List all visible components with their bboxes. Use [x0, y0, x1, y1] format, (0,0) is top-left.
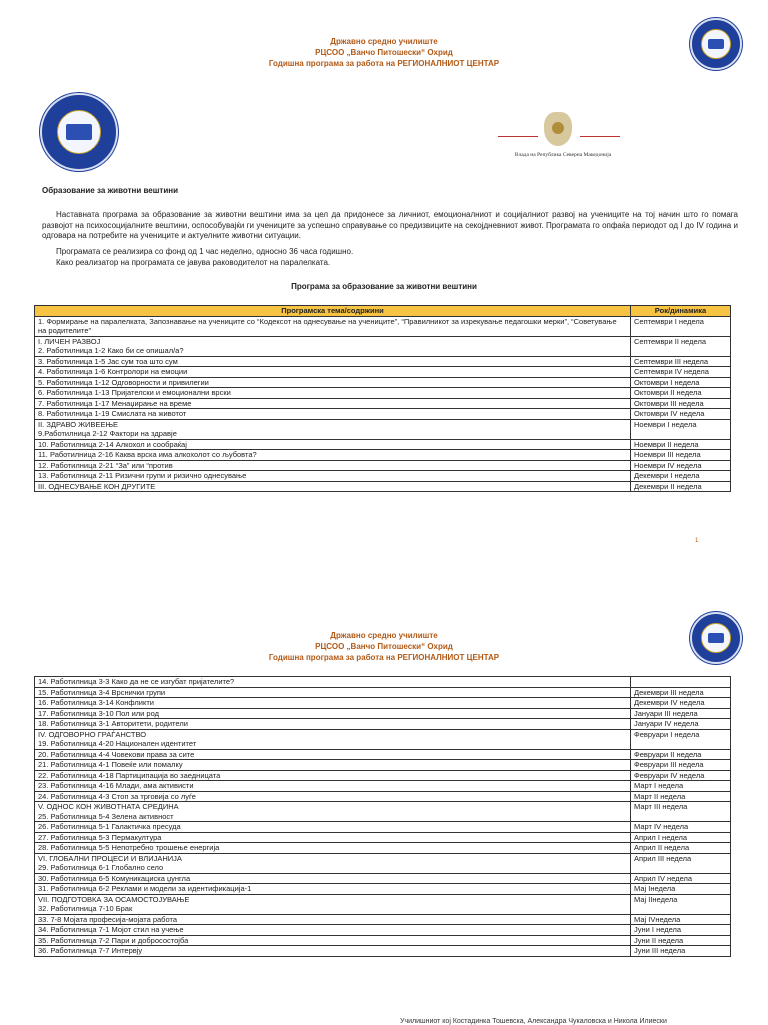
- government-caption: Влада на Република Северна Македонија: [514, 152, 612, 158]
- deadline-cell: Февруари I недела: [631, 729, 731, 749]
- table-row: [35, 356, 731, 367]
- topic-cell: 16. Работилница 3-14 Конфликти: [35, 698, 631, 709]
- table-row: [35, 791, 731, 802]
- table-row: [35, 450, 731, 461]
- deadline-cell: Јуни II недела: [631, 935, 731, 946]
- deadline-cell: Март III недела: [631, 802, 731, 822]
- topic-cell: I. ЛИЧЕН РАЗВОЈ 2. Работилница 1-2 Како би се опишал/а?: [35, 336, 631, 356]
- table-row: [35, 460, 731, 471]
- deadline-cell: Декември IV недела: [631, 698, 731, 709]
- table-row: [35, 914, 731, 925]
- table-row: [35, 398, 731, 409]
- topic-cell: 27. Работилница 5-3 Пермакултура: [35, 832, 631, 843]
- deadline-cell: Октомври IV недела: [631, 409, 731, 420]
- topic-cell: 34. Работилница 7-1 Мојот стил на учење: [35, 925, 631, 936]
- topic-cell: 15. Работилница 3-4 Врснички групи: [35, 687, 631, 698]
- deadline-cell: Јуни I недела: [631, 925, 731, 936]
- header-line-1: Државно средно училиште: [330, 37, 438, 46]
- deadline-cell: Март IV недела: [631, 822, 731, 833]
- topic-cell: 14. Работилница 3-3 Како да не се изгубат пријателите?: [35, 677, 631, 688]
- page-header: [0, 36, 768, 69]
- footer-text: Училишниот кој Костадинка Тошевска, Александра Чукаловска и Никола Илиески: [400, 1018, 667, 1025]
- topic-cell: 3. Работилница 1-5 Јас сум тоа што сум: [35, 356, 631, 367]
- topic-cell: 28. Работилница 5-5 Непотребно трошење енергија: [35, 843, 631, 854]
- deadline-cell: Јануари IV недела: [631, 719, 731, 730]
- table-row: [35, 316, 731, 336]
- divider: [498, 136, 538, 137]
- topic-cell: 22. Работилница 4-18 Партиципација во заедницата: [35, 770, 631, 781]
- deadline-cell: Декември III недела: [631, 687, 731, 698]
- table-row: [35, 471, 731, 482]
- topic-cell: 10. Работилница 2-14 Алкохол и сообраќај: [35, 439, 631, 450]
- deadline-cell: Мај Iнедела: [631, 884, 731, 895]
- deadline-cell: Март II недела: [631, 791, 731, 802]
- topic-cell: 7. Работилница 1-17 Менаџирање на време: [35, 398, 631, 409]
- topic-cell: 18. Работилница 3-1 Авторитети, родители: [35, 719, 631, 730]
- table-header-row: [35, 306, 731, 317]
- table-row: [35, 481, 731, 492]
- divider: [580, 136, 620, 137]
- deadline-cell: Ноември IV недела: [631, 460, 731, 471]
- section-title: Образование за животни вештини: [42, 186, 178, 195]
- program-table-continued: [34, 676, 731, 957]
- topic-cell: 21. Работилница 4-1 Повеќе или помалку: [35, 760, 631, 771]
- topic-cell: 35. Работилница 7-2 Пари и добросостојба: [35, 935, 631, 946]
- table-row: [35, 677, 731, 688]
- topic-cell: 24. Работилница 4-3 Стоп за трговија со луѓе: [35, 791, 631, 802]
- table-row: [35, 873, 731, 884]
- table-row: [35, 853, 731, 873]
- table-row: [35, 884, 731, 895]
- deadline-cell: Април II недела: [631, 843, 731, 854]
- table-title: Програма за образование за животни вештини: [291, 282, 477, 291]
- deadline-cell: Мај IIнедела: [631, 894, 731, 914]
- page-header: [0, 630, 768, 663]
- topic-cell: VII. ПОДГОТОВКА ЗА ОСАМОСТОЈУВАЊЕ 32. Работилница 7-10 Брак: [35, 894, 631, 914]
- deadline-cell: Октомври II недела: [631, 388, 731, 399]
- topic-cell: 36. Работилница 7-7 Интервју: [35, 946, 631, 957]
- header-line-2: РЦСОО „Ванчо Питошески“ Охрид: [315, 642, 453, 651]
- deadline-cell: Април I недела: [631, 832, 731, 843]
- table-row: [35, 419, 731, 439]
- topic-cell: 23. Работилница 4-16 Млади, ама активисти: [35, 781, 631, 792]
- header-line-3: Годишна програма за работа на РЕГИОНАЛНИОТ ЦЕНТАР: [268, 653, 500, 662]
- school-logo-icon: [690, 612, 742, 664]
- page-2: [0, 600, 768, 1024]
- school-logo-icon: [690, 18, 742, 70]
- topic-cell: III. ОДНЕСУВАЊЕ КОН ДРУГИТЕ: [35, 481, 631, 492]
- deadline-cell: Февруари II недела: [631, 749, 731, 760]
- topic-cell: 20. Работилница 4-4 Човекови права за сите: [35, 749, 631, 760]
- topic-cell: 30. Работилница 6-5 Комуникациска џунгла: [35, 873, 631, 884]
- column-header-topic: Програмска тема/содржини: [35, 306, 631, 317]
- table-row: [35, 946, 731, 957]
- table-row: [35, 935, 731, 946]
- topic-cell: II. ЗДРАВО ЖИВЕЕЊЕ 9.Работилница 2-12 Фактори на здравје: [35, 419, 631, 439]
- deadline-cell: Септември IV недела: [631, 367, 731, 378]
- table-row: [35, 708, 731, 719]
- topic-cell: 6. Работилница 1-13 Пријателски и емоционални врски: [35, 388, 631, 399]
- deadline-cell: Октомври I недела: [631, 377, 731, 388]
- topic-cell: IV. ОДГОВОРНО ГРАЃАНСТВО 19. Работилница 4-20 Национален идентитет: [35, 729, 631, 749]
- deadline-cell: [631, 677, 731, 688]
- table-row: [35, 409, 731, 420]
- table-row: [35, 781, 731, 792]
- table-row: [35, 802, 731, 822]
- deadline-cell: Септември I недела: [631, 316, 731, 336]
- header-line-1: Државно средно училиште: [330, 631, 438, 640]
- table-row: [35, 698, 731, 709]
- topic-cell: VI. ГЛОБАЛНИ ПРОЦЕСИ И ВЛИЈАНИЈА 29. Работилница 6-1 Глобално село: [35, 853, 631, 873]
- topic-cell: V. ОДНОС КОН ЖИВОТНАТА СРЕДИНА 25. Работилница 5-4 Зелена активност: [35, 802, 631, 822]
- table-row: [35, 832, 731, 843]
- intro-paragraph-3: Како реализатор на програмата се јавува раководителот на паралелката.: [56, 258, 331, 267]
- deadline-cell: Април IV недела: [631, 873, 731, 884]
- coat-of-arms-icon: [544, 112, 572, 146]
- table-row: [35, 377, 731, 388]
- deadline-cell: Јануари III недела: [631, 708, 731, 719]
- page-number: 1: [695, 538, 699, 544]
- table-row: [35, 367, 731, 378]
- table-row: [35, 687, 731, 698]
- school-logo-large-icon: [40, 93, 118, 171]
- deadline-cell: Март I недела: [631, 781, 731, 792]
- program-table: [34, 305, 731, 492]
- topic-cell: 5. Работилница 1-12 Одговорности и привилегии: [35, 377, 631, 388]
- deadline-cell: Октомври III недела: [631, 398, 731, 409]
- deadline-cell: Ноември III недела: [631, 450, 731, 461]
- table-row: [35, 822, 731, 833]
- table-row: [35, 760, 731, 771]
- deadline-cell: Септември II недела: [631, 336, 731, 356]
- deadline-cell: Декември I недела: [631, 471, 731, 482]
- topic-cell: 13. Работилница 2-11 Ризични групи и ризично однесување: [35, 471, 631, 482]
- topic-cell: 33. 7-8 Мојата професија-мојата работа: [35, 914, 631, 925]
- table-row: [35, 894, 731, 914]
- government-logo: [498, 112, 628, 170]
- table-row: [35, 388, 731, 399]
- table-row: [35, 770, 731, 781]
- topic-cell: 31. Работилница 6-2 Реклами и модели за идентификација-1: [35, 884, 631, 895]
- table-row: [35, 749, 731, 760]
- column-header-deadline: Рок/динамика: [631, 306, 731, 317]
- deadline-cell: Февруари IV недела: [631, 770, 731, 781]
- table-row: [35, 336, 731, 356]
- table-row: [35, 925, 731, 936]
- topic-cell: 8. Работилница 1-19 Смислата на животот: [35, 409, 631, 420]
- deadline-cell: Јуни III недела: [631, 946, 731, 957]
- topic-cell: 17. Работилница 3-10 Пол или род: [35, 708, 631, 719]
- deadline-cell: Април III недела: [631, 853, 731, 873]
- deadline-cell: Декември II недела: [631, 481, 731, 492]
- deadline-cell: Ноември II недела: [631, 439, 731, 450]
- table-row: [35, 729, 731, 749]
- intro-paragraph-1: Наставната програма за образование за животни вештини има за цел да придонесе за личниот, емоционалниот и социјалниот развој на учениците на тој начин што го помага развојот на психосоцијалните вештини, оспособувајќи ги учениците за успешно справување со предизвиците на секојдневниот живот. Програмата го опфаќа периодот од I до IV година и одговара на потребите на учениците и актуелните животни ситуации.: [42, 210, 738, 240]
- topic-cell: 26. Работилница 5-1 Галактичка пресуда: [35, 822, 631, 833]
- topic-cell: 4. Работилница 1-6 Контролори на емоции: [35, 367, 631, 378]
- topic-cell: 1. Формирање на паралелката, Запознавање на учениците со “Кодексот на однесување на учениците”, “Правилникот за изрекување педагошки мерки”, “Советување на родителите”: [35, 316, 631, 336]
- deadline-cell: Ноември I недела: [631, 419, 731, 439]
- intro-paragraph-2: Програмата се реализира со фонд од 1 час неделно, односно 36 часа годишно.: [56, 247, 354, 256]
- table-row: [35, 439, 731, 450]
- table-row: [35, 843, 731, 854]
- header-line-2: РЦСОО „Ванчо Питошески“ Охрид: [315, 48, 453, 57]
- topic-cell: 11. Работилница 2-16 Каква врска има алкохолот со љубовта?: [35, 450, 631, 461]
- table-row: [35, 719, 731, 730]
- deadline-cell: Септември III недела: [631, 356, 731, 367]
- deadline-cell: Февруари III недела: [631, 760, 731, 771]
- topic-cell: 12. Работилница 2-21 “За” или “против: [35, 460, 631, 471]
- header-line-3: Годишна програма за работа на РЕГИОНАЛНИОТ ЦЕНТАР: [268, 59, 500, 68]
- deadline-cell: Мај IVнедела: [631, 914, 731, 925]
